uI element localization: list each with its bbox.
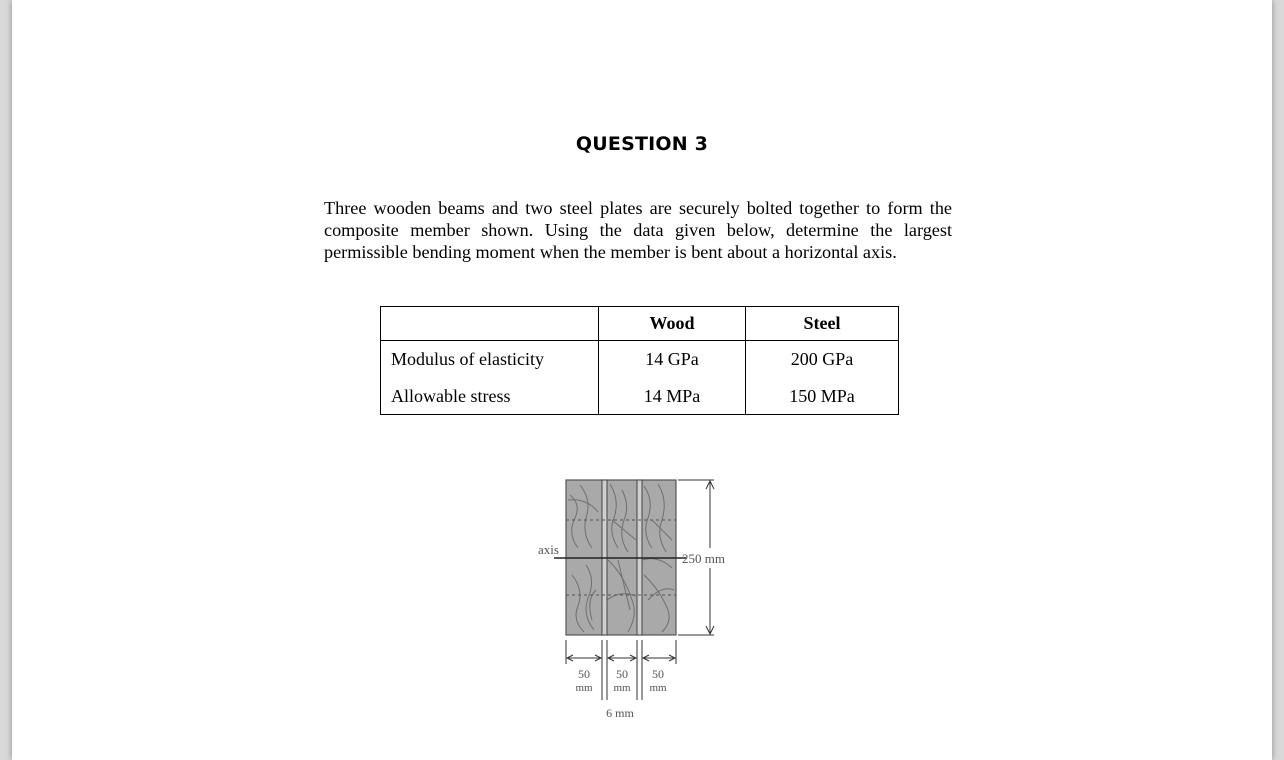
question-title: QUESTION 3 <box>575 133 709 155</box>
width-value-2: 50 <box>616 667 628 681</box>
table-cell-property: Allowable stress <box>381 378 599 415</box>
height-label: 250 mm <box>682 551 725 566</box>
table-cell-property: Modulus of elasticity <box>381 341 599 379</box>
table-header-wood: Wood <box>599 307 746 341</box>
composite-beam-figure <box>12 0 1272 760</box>
width-unit-3: mm <box>649 682 667 694</box>
width-unit-2: mm <box>613 682 631 694</box>
table-cell-steel: 150 MPa <box>746 378 899 415</box>
plate-thickness-label: 6 mm <box>606 706 634 720</box>
axis-label: axis <box>538 542 559 557</box>
table-cell-wood: 14 MPa <box>599 378 746 415</box>
width-value-3: 50 <box>652 667 664 681</box>
table-cell-wood: 14 GPa <box>599 341 746 379</box>
table-cell-steel: 200 GPa <box>746 341 899 379</box>
table-header-steel: Steel <box>746 307 899 341</box>
width-unit-1: mm <box>575 682 593 694</box>
document-page <box>12 0 1272 760</box>
width-value-1: 50 <box>578 667 590 681</box>
question-text: Three wooden beams and two steel plates are securely bolted together to form the composite member shown. Using the data given below, determine the largest permissible bending moment when the member is bent about a horizontal axis. <box>324 198 952 262</box>
